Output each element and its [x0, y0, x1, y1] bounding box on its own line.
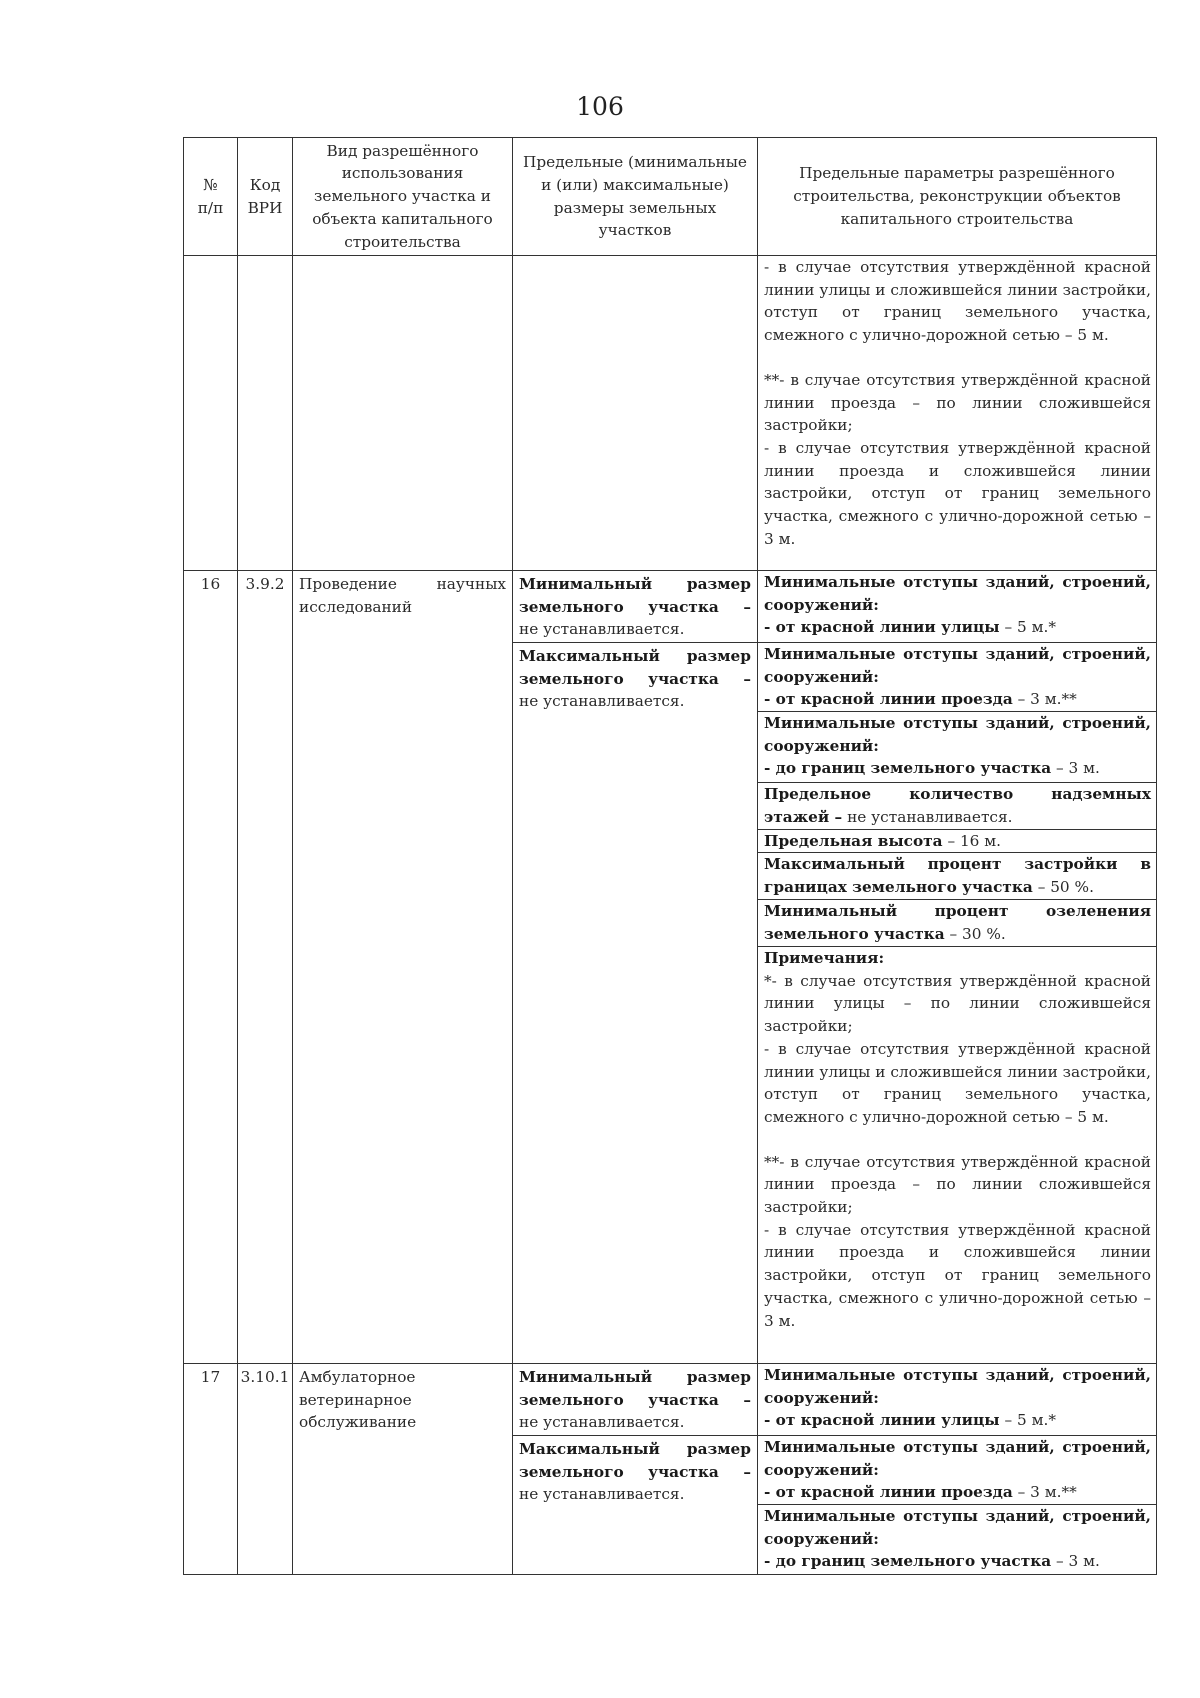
row17-setback-drive	[757, 1435, 1156, 1504]
row16-setback-border-label: Минимальные отступы зданий, строений, сооружений:	[764, 714, 1151, 755]
header-params	[757, 137, 1156, 255]
row16-setback-street-value: – 5 м.*	[999, 618, 1057, 637]
row16-notes	[757, 946, 1156, 1363]
row17-max-size	[512, 1435, 757, 1574]
continuation-size-cell	[512, 255, 757, 570]
row17-setback-border-label: Минимальные отступы зданий, строений, сооружений:	[764, 1507, 1151, 1548]
row16-setback-border	[757, 711, 1156, 782]
row16-setback-border-value: – 3 м.	[1051, 759, 1100, 778]
row16-num: 16	[183, 570, 237, 1363]
row16-setback-border-line: - до границ земельного участка	[764, 759, 1052, 778]
zoning-parameters-table	[183, 137, 1157, 1575]
header-code-line2: ВРИ	[247, 198, 283, 217]
row16-setback-drive-value: – 3 м.**	[1012, 690, 1077, 709]
row16-code: 3.9.2	[237, 570, 292, 1363]
row16-min-size	[512, 570, 757, 642]
header-num	[183, 137, 237, 255]
page-number: 106	[576, 92, 624, 121]
continuation-code-cell	[237, 255, 292, 570]
row17-min-size-label: Минимальный размер земельного участка –	[519, 1368, 751, 1409]
row16-floors-value: не устанавливается.	[842, 807, 1013, 826]
row16-height-label: Предельная высота	[764, 832, 943, 850]
row16-notes-title: Примечания:	[764, 949, 885, 967]
row17-setback-drive-value: – 3 м.**	[1012, 1483, 1077, 1502]
row17-num: 17	[183, 1363, 237, 1574]
row17-setback-street-value: – 5 м.*	[999, 1411, 1057, 1430]
header-sizes-text: Предельные (минимальные и (или) максимальные) размеры земельных участков	[523, 153, 747, 240]
row16-setback-drive-label: Минимальные отступы зданий, строений, сооружений:	[764, 645, 1151, 686]
row17-min-size-value: не устанавливается.	[519, 1413, 685, 1432]
row16-max-size-label: Максимальный размер земельного участка –	[519, 647, 751, 688]
header-num-line2: п/п	[197, 198, 224, 217]
row17-setback-drive-line: - от красной линии проезда	[764, 1483, 1013, 1502]
row17-setback-street-label: Минимальные отступы зданий, строений, сооружений:	[764, 1366, 1151, 1407]
header-code-line1: Код	[249, 175, 281, 194]
continuation-note-2: **- в случае отсутствия утверждённой красной линии проезда – по линии сложившейся застройки;	[764, 370, 1151, 435]
header-num-line1: №	[203, 175, 218, 194]
row16-setback-street-label: Минимальные отступы зданий, строений, сооружений:	[764, 573, 1151, 614]
header-vid	[292, 137, 512, 255]
row17-min-size	[512, 1363, 757, 1435]
row16-build-percent-label: Максимальный процент застройки в границах земельного участка	[764, 855, 1151, 896]
continuation-note-3: - в случае отсутствия утверждённой красной линии проезда и сложившейся линии застройки, отступ от границ земельного участка, смежного с улично-дорожной сетью – 3 м.	[764, 438, 1151, 548]
row16-setback-street-line: - от красной линии улицы	[764, 618, 1000, 637]
row16-max-size	[512, 642, 757, 1363]
row16-build-percent-value: – 50 %.	[1032, 877, 1094, 896]
row17-setback-street-line: - от красной линии улицы	[764, 1411, 1000, 1430]
row16-note-1: *- в случае отсутствия утверждённой красной линии улицы – по линии сложившейся застройки;	[764, 971, 1151, 1036]
row16-min-size-label: Минимальный размер земельного участка –	[519, 575, 751, 616]
continuation-note-1: - в случае отсутствия утверждённой красной линии улицы и сложившейся линии застройки, отступ от границ земельного участка, смежного с улично-дорожной сетью – 5 м.	[764, 258, 1151, 345]
row16-setback-drive	[757, 642, 1156, 711]
header-params-text: Предельные параметры разрешённого строительства, реконструкции объектов капитального строительства	[793, 164, 1121, 228]
row17-code: 3.10.1	[237, 1363, 292, 1574]
row16-green-percent	[757, 899, 1156, 946]
row16-setback-drive-line: - от красной линии проезда	[764, 690, 1013, 709]
row16-green-percent-value: – 30 %.	[944, 924, 1006, 943]
row16-build-percent	[757, 852, 1156, 899]
row16-min-size-value: не устанавливается.	[519, 620, 685, 639]
row16-height-value: – 16 м.	[942, 832, 1002, 850]
row16-height	[757, 829, 1156, 852]
row17-max-size-label: Максимальный размер земельного участка –	[519, 1440, 751, 1481]
row16-vid: Проведение научных исследований	[292, 570, 512, 1363]
row17-setback-street	[757, 1363, 1156, 1435]
header-sizes	[512, 137, 757, 255]
continuation-notes-cell	[757, 255, 1156, 570]
row16-green-percent-label: Минимальный процент озеленения земельного участка	[764, 902, 1151, 943]
row17-setback-border	[757, 1504, 1156, 1574]
row17-setback-drive-label: Минимальные отступы зданий, строений, сооружений:	[764, 1438, 1151, 1479]
row16-note-4: - в случае отсутствия утверждённой красной линии проезда и сложившейся линии застройки, отступ от границ земельного участка, смежного с улично-дорожной сетью – 3 м.	[764, 1220, 1151, 1330]
header-code	[237, 137, 292, 255]
row16-setback-street	[757, 570, 1156, 642]
header-vid-text: Вид разрешённого использования земельного участка и объекта капитального строительства	[312, 141, 493, 251]
row16-note-2: - в случае отсутствия утверждённой красной линии улицы и сложившейся линии застройки, отступ от границ земельного участка, смежного с улично-дорожной сетью – 5 м.	[764, 1039, 1151, 1126]
continuation-vid-cell	[292, 255, 512, 570]
row16-floors	[757, 782, 1156, 829]
row17-setback-border-value: – 3 м.	[1051, 1552, 1100, 1571]
row17-max-size-value: не устанавливается.	[519, 1485, 685, 1504]
continuation-num-cell	[183, 255, 237, 570]
row16-floors-label: Предельное количество надземных этажей –	[764, 785, 1151, 826]
row17-setback-border-line: - до границ земельного участка	[764, 1552, 1052, 1571]
row16-max-size-value: не устанавливается.	[519, 692, 685, 711]
row16-note-3: **- в случае отсутствия утверждённой красной линии проезда – по линии сложившейся застройки;	[764, 1152, 1151, 1217]
row17-vid: Амбулаторное ветеринарное обслуживание	[292, 1363, 512, 1574]
